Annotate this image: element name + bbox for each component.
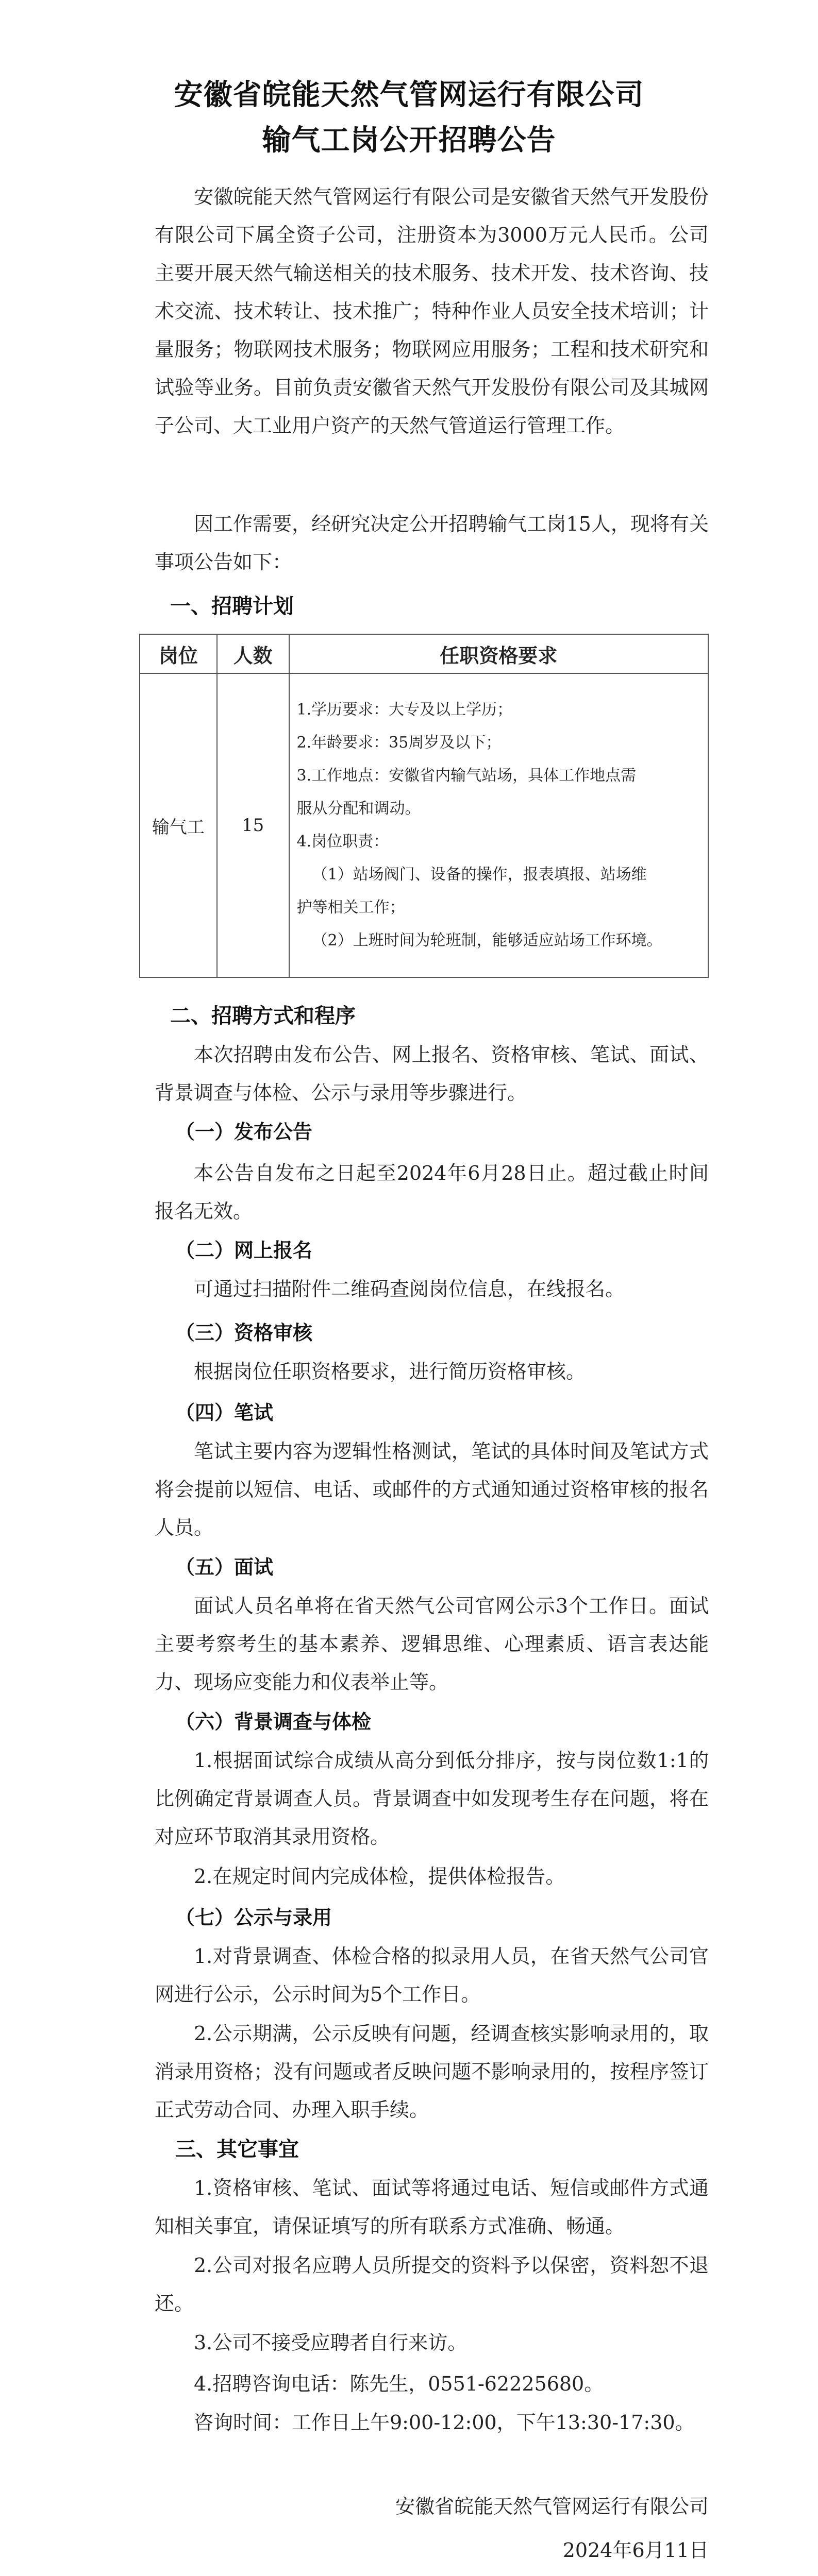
section-heading-other: 三、其它事宜 xyxy=(175,2138,299,2161)
subheading-publicity-hiring: （七）公示与录用 xyxy=(175,1906,332,1929)
subheading-interview: （五）面试 xyxy=(175,1555,274,1579)
table-cell-requirements xyxy=(289,673,708,977)
recruitment-plan-table xyxy=(139,634,709,978)
requirement-line: 1.学历要求：大专及以上学历； xyxy=(296,701,513,719)
signature-date: 2024年6月11日 xyxy=(562,2539,709,2562)
table-row xyxy=(140,673,708,977)
table-header-row xyxy=(140,634,708,673)
subheading-background-check: （六）背景调查与体检 xyxy=(175,1710,372,1733)
process-intro: 本次招聘由发布公告、网上报名、资格审核、笔试、面试、背景调查与体检、公示与录用等步骤进行。 xyxy=(155,1043,709,1104)
qualification-review-text: 根据岗位任职资格要求，进行简历资格审核。 xyxy=(194,1360,586,1383)
other-item-2: 2.公司对报名应聘人员所提交的资料予以保密，资料恕不退还。 xyxy=(155,2254,709,2315)
requirement-line: 服从分配和调动。 xyxy=(296,800,421,818)
signature-company: 安徽省皖能天然气管网运行有限公司 xyxy=(395,2495,709,2518)
table-cell-count: 15 xyxy=(217,673,289,977)
publish-text: 本公告自发布之日起至2024年6月28日止。超过截止时间报名无效。 xyxy=(155,1162,709,1223)
intro-paragraph-2: 因工作需要，经研究决定公开招聘输气工岗15人，现将有关事项公告如下： xyxy=(155,513,709,573)
other-item-4: 4.招聘咨询电话：陈先生，0551-62225680。 xyxy=(194,2372,604,2395)
subheading-written-test: （四）笔试 xyxy=(175,1401,274,1424)
background-check-text-2: 2.在规定时间内完成体检，提供体检报告。 xyxy=(194,1865,565,1888)
other-item-1: 1.资格审核、笔试、面试等将通过电话、短信或邮件方式通知相关事宜，请保证填写的所有联系方式准确、畅通。 xyxy=(155,2177,709,2238)
requirement-line: 护等相关工作； xyxy=(296,899,405,917)
online-registration-text: 可通过扫描附件二维码查阅岗位信息，在线报名。 xyxy=(194,1278,625,1300)
requirement-line: （1）站场阀门、设备的操作，报表填报、站场维 xyxy=(312,866,647,884)
other-item-3: 3.公司不接受应聘者自行来访。 xyxy=(194,2331,468,2354)
attachment-note xyxy=(144,2573,497,2576)
requirement-line: 2.年龄要求：35周岁及以下； xyxy=(296,734,502,752)
publicity-hiring-text-1: 1.对背景调查、体检合格的拟录用人员，在省天然气公司官网进行公示，公示时间为5个工作日。 xyxy=(155,1945,709,2006)
subheading-qualification-review: （三）资格审核 xyxy=(175,1321,313,1344)
title-line-2: 输气工岗公开招聘公告 xyxy=(262,124,556,157)
requirement-line: 3.工作地点：安徽省内输气站场，具体工作地点需 xyxy=(296,767,637,785)
background-check-text-1: 1.根据面试综合成绩从高分到低分排序，按与岗位数1:1的比例确定背景调查人员。背景调查中如发现考生存在问题，将在对应环节取消其录用资格。 xyxy=(155,1749,709,1848)
requirement-line: 4.岗位职责： xyxy=(296,833,389,851)
section-heading-plan: 一、招聘计划 xyxy=(170,595,294,618)
publicity-hiring-text-2: 2.公示期满，公示反映有问题，经调查核实影响录用的，取消录用资格；没有问题或者反映问题不影响录用的，按程序签订正式劳动合同、办理入职手续。 xyxy=(155,2022,709,2121)
written-test-text: 笔试主要内容为逻辑性格测试，笔试的具体时间及笔试方式将会提前以短信、电话、或邮件的方式通知通过资格审核的报名人员。 xyxy=(155,1440,709,1539)
table-header-count: 人数 xyxy=(217,634,289,673)
table-header-position: 岗位 xyxy=(140,634,217,673)
subheading-online-registration: （二）网上报名 xyxy=(175,1239,313,1262)
table-cell-position: 输气工 xyxy=(140,673,217,977)
table-header-requirements: 任职资格要求 xyxy=(289,634,708,673)
consultation-hours: 咨询时间：工作日上午9:00-12:00，下午13:30-17:30。 xyxy=(194,2411,695,2434)
title-line-1: 安徽省皖能天然气管网运行有限公司 xyxy=(174,78,644,112)
requirement-line: （2）上班时间为轮班制，能够适应站场工作环境。 xyxy=(312,931,662,950)
interview-text: 面试人员名单将在省天然气公司官网公示3个工作日。面试主要考察考生的基本素养、逻辑思维、心理素质、语言表达能力、现场应变能力和仪表举止等。 xyxy=(155,1595,709,1693)
section-heading-process: 二、招聘方式和程序 xyxy=(170,1004,356,1028)
subheading-publish: （一）发布公告 xyxy=(175,1120,313,1143)
intro-paragraph: 安徽皖能天然气管网运行有限公司是安徽省天然气开发股份有限公司下属全资子公司，注册资本为3000万元人民币。公司主要开展天然气输送相关的技术服务、技术开发、技术咨询、技术交流、技术转让、技术推广；特种作业人员安全技术培训；计量服务；物联网技术服务；物联网应用服务；工程和技术研究和试验等业务。目前负责安徽省天然气开发股份有限公司及其城网子公司、大工业用户资产的天然气管道运行管理工作。 xyxy=(155,185,709,437)
